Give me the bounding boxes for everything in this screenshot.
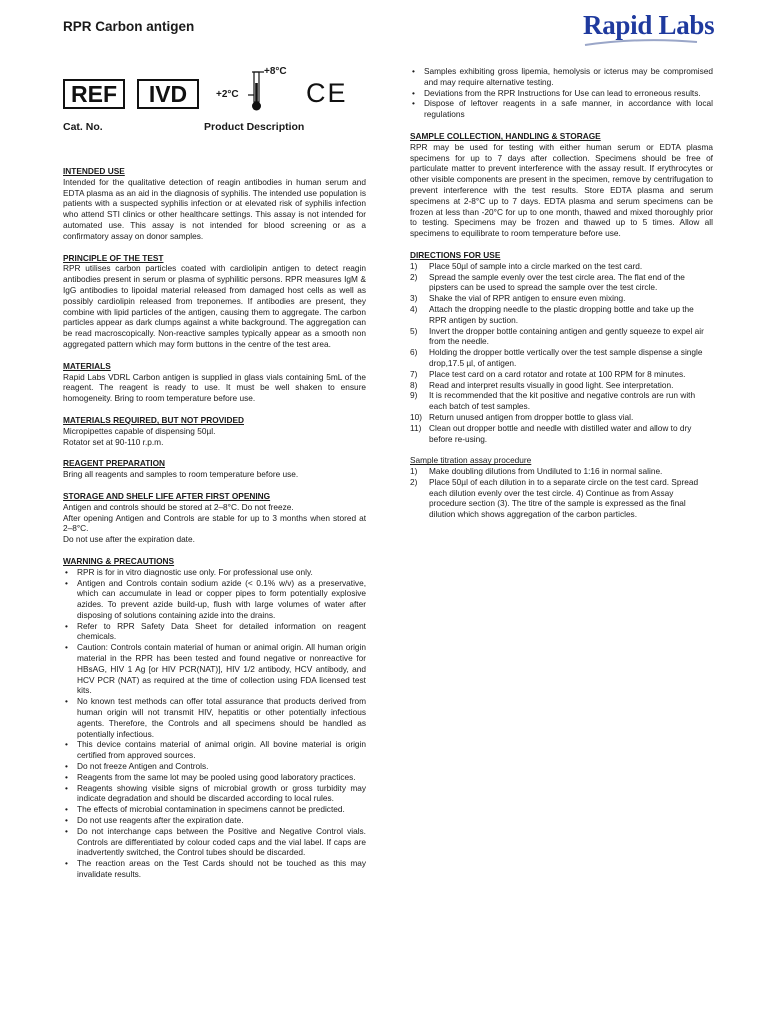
step-number: 1): [410, 260, 418, 271]
ivd-symbol: IVD: [137, 79, 199, 109]
logo-swoosh-icon: [583, 38, 699, 48]
step-number: 10): [410, 411, 422, 422]
step-number: 3): [410, 293, 418, 304]
materials-required-section: [63, 415, 366, 447]
page-title: RPR Carbon antigen: [63, 19, 195, 34]
directions-section: [410, 250, 713, 444]
section-text: Micropipettes capable of dispensing 50µl.: [63, 425, 216, 436]
step-number: 7): [410, 368, 418, 379]
list-item: [410, 326, 713, 348]
step-text: Attach the dropping needle to the plastic dropping bottle and take up the RPR antigen by suction.: [429, 303, 694, 325]
step-number: 11): [410, 422, 422, 433]
list-item: [410, 369, 713, 380]
section-heading: DIRECTIONS FOR USE: [410, 249, 501, 260]
list-item: • No known test methods can offer total assurance that products derived from human origin will not transmit HIV, hepatitis or other potentially infectious agents. Therefore, the Controls and all specimens should be handled as potentially infectious.: [63, 696, 366, 739]
step-text: Invert the dropper bottle containing antigen and gently squeeze to expel air from the needle.: [429, 325, 704, 347]
list-item: • Reagents from the same lot may be pooled using good laboratory practices.: [63, 772, 366, 783]
section-text: Rotator set at 90-110 r.p.m.: [63, 436, 164, 447]
principle-section: [63, 253, 366, 350]
step-number: 5): [410, 325, 418, 336]
list-item: • Reagents showing visible signs of microbial growth or gross turbidity may indicate degradation and should be discarded according to local rules.: [63, 783, 366, 805]
cat-no-label: Cat. No.: [63, 121, 103, 133]
warnings-list: [63, 567, 366, 880]
list-item: [410, 347, 713, 369]
list-item: • Samples exhibiting gross lipemia, hemolysis or icterus may be compromised and may require alternative testing.: [410, 66, 713, 88]
section-heading: SAMPLE COLLECTION, HANDLING & STORAGE: [410, 130, 601, 141]
list-item: • This device contains material of animal origin. All bovine material is origin certified from approved sources.: [63, 739, 366, 761]
list-item: [410, 466, 713, 477]
list-item: [410, 477, 713, 520]
section-heading: MATERIALS REQUIRED, BUT NOT PROVIDED: [63, 414, 244, 425]
titration-section: [410, 455, 713, 520]
temp-high-label: +8°C: [264, 66, 287, 77]
section-text: After opening Antigen and Controls are stable for up to 3 months when stored at 2–8°C.: [63, 512, 366, 534]
step-text: Place test card on a card rotator and rotate at 100 RPM for 8 minutes.: [429, 368, 686, 379]
list-item: [410, 304, 713, 326]
materials-section: [63, 361, 366, 404]
section-text: Bring all reagents and samples to room temperature before use.: [63, 469, 299, 480]
logo-text: Rapid Labs: [583, 10, 715, 40]
section-heading: INTENDED USE: [63, 166, 125, 176]
list-item: • Antigen and Controls contain sodium azide (< 0.1% w/v) as a preservative, which can accumulate in lead or copper pipes to form potentially explosive azides. To prevent azide build-up, flush with large volumes of water after disposing of solutions containing azide into the drains.: [63, 578, 366, 621]
section-heading: WARNING & PRECAUTIONS: [63, 555, 175, 566]
reagent-prep-section: [63, 458, 366, 480]
step-number: 8): [410, 379, 418, 390]
ce-mark: CE: [306, 78, 348, 108]
precautions-list: [410, 66, 713, 120]
product-description-label: Product Description: [204, 121, 305, 133]
section-text: Do not use after the expiration date.: [63, 534, 195, 545]
temperature-limit-icon: [216, 66, 301, 116]
list-item: [410, 423, 713, 445]
ref-symbol: REF: [63, 79, 125, 109]
list-item: [410, 261, 713, 272]
list-item: • The reaction areas on the Test Cards should not be touched as this may invalidate results.: [63, 858, 366, 880]
intended-use-section: [63, 166, 366, 242]
list-item: [410, 412, 713, 423]
step-text: Spread the sample evenly over the test circle area. The flat end of the pipsters can be used to spread the sample over the test circle.: [429, 271, 685, 293]
section-text: Intended for the qualitative detection of reagin antibodies in human serum and EDTA plasma as an aid in the diagnosis of syphilis. The intended use population is patients with a suspected syphilis infection or at elevated risk of syphilis infection who attend STI clinics or other healthcare settings. This assay is not intended for automated use. This assay is not intended for blood screening or as a confirmatory assay on donor samples.: [63, 176, 366, 241]
step-number: 2): [410, 476, 418, 487]
warnings-section: [63, 556, 366, 880]
list-item: • Deviations from the RPR Instructions for Use can lead to erroneous results.: [410, 88, 713, 99]
section-text: Antigen and controls should be stored at 2–8°C. Do not freeze.: [63, 501, 294, 512]
step-number: 9): [410, 390, 418, 401]
step-text: Place 50µl of sample into a circle marked on the test card.: [429, 260, 643, 271]
section-text: Rapid Labs VDRL Carbon antigen is supplied in glass vials containing 5mL of the reagent. The reagent is ready to use. It must be well shaken to ensure homogeneity. Bring to room temperature before use.: [63, 371, 366, 404]
precautions-continued: [410, 66, 713, 120]
section-heading: STORAGE AND SHELF LIFE AFTER FIRST OPENING: [63, 490, 271, 501]
list-item: • Do not interchange caps between the Positive and Negative Control vials. Controls are differentiated by colour coded caps and the vial label. If caps are inadvertently switched, the Control tubes should be discarded.: [63, 826, 366, 858]
right-column: [410, 66, 713, 531]
list-item: • Dispose of leftover reagents in a safe manner, in accordance with local regulations: [410, 98, 713, 120]
section-text: RPR utilises carbon particles coated with cardiolipin antigen to detect reagin antibodies present in serum or plasma of syphilitic persons. RPR measures IgM & IgG antibodies to lipoidal material released from damaged host cells as well as possibly cardiolipin released from treponemes. If antibodies are present, they combine with lipid particles of the antigen, causing them to aggregate. The carbon particles appear as dark clumps against a white background. The aggregation can be read macroscopically. Non-reactive samples typically appear as a smooth non aggregated pattern which may form buttons in the centre of the test area.: [63, 263, 366, 349]
section-text: RPR may be used for testing with either human serum or EDTA plasma specimens for up to 7 days after collection. Specimens should be free of particulate matter to prevent interference with the assay result. If erythrocytes or other visible components are present in the specimen, remove by centrifugation to prevent interference with the test results. Store EDTA plasma and serum specimens at 2-8°C up to 7 days. EDTA plasma and serum specimens can be frozen at less than -20°C for up to one month, thawed and mixed thoroughly prior to testing. Specimens may be frozen and thawed up to 5 times. Allow all specimens to equilibrate to room temperature before use.: [410, 141, 713, 239]
section-heading: MATERIALS: [63, 360, 111, 371]
list-item: • Do not freeze Antigen and Controls.: [63, 761, 366, 772]
step-text: Clean out dropper bottle and needle with distilled water and allow to dry before re-using.: [429, 422, 692, 444]
storage-section: [63, 491, 366, 545]
section-heading: Sample titration assay procedure: [410, 455, 532, 466]
temp-low-label: +2°C: [216, 89, 239, 100]
regulatory-symbols: [63, 66, 363, 116]
step-text: Make doubling dilutions from Undiluted to 1:16 in normal saline.: [429, 466, 663, 477]
list-item: [410, 380, 713, 391]
step-text: Return unused antigen from dropper bottle to glass vial.: [429, 411, 634, 422]
step-number: 4): [410, 303, 418, 314]
list-item: • Refer to RPR Safety Data Sheet for detailed information on reagent chemicals.: [63, 621, 366, 643]
titration-list: [410, 466, 713, 520]
step-number: 2): [410, 271, 418, 282]
step-number: 1): [410, 466, 418, 477]
step-text: Read and interpret results visually in good light. See interpretation.: [429, 379, 674, 390]
list-item: [410, 272, 713, 294]
step-text: Shake the vial of RPR antigen to ensure even mixing.: [429, 293, 626, 304]
list-item: [410, 390, 713, 412]
step-text: Place 50µl of each dilution in to a separate circle on the test card. Spread each dilution evenly over the test circle. 4) Continue as from Assay procedure section (3). The titre of the sample is expressed as the final dilution which shows aggregation of the carbon particles.: [429, 476, 699, 520]
list-item: • Do not use reagents after the expiration date.: [63, 815, 366, 826]
section-heading: PRINCIPLE OF THE TEST: [63, 252, 164, 263]
left-column: [63, 166, 366, 891]
step-text: Holding the dropper bottle vertically over the test sample dispense a single drop,17.5 µl, of antigen.: [429, 347, 703, 368]
list-item: • RPR is for in vitro diagnostic use only. For professional use only.: [63, 567, 366, 578]
list-item: • The effects of microbial contamination in specimens cannot be predicted.: [63, 804, 366, 815]
step-text: It is recommended that the kit positive and negative controls are run with each batch of test samples.: [429, 390, 696, 412]
list-item: [410, 293, 713, 304]
section-heading: REAGENT PREPARATION: [63, 458, 166, 469]
sample-collection-section: [410, 131, 713, 239]
directions-list: [410, 261, 713, 445]
company-logo: [583, 10, 715, 48]
step-number: 6): [410, 347, 418, 358]
list-item: • Caution: Controls contain material of human or animal origin. All human origin material in the RPR has been tested and found negative or nonreactive for HBsAG, HIV 1 Ag [or HIV PCR(NAT)], HIV 1/2 antibody, HCV antibody, and HCV PCR (NAT) as required at the time of collection using FDA licensed test kits.: [63, 642, 366, 696]
